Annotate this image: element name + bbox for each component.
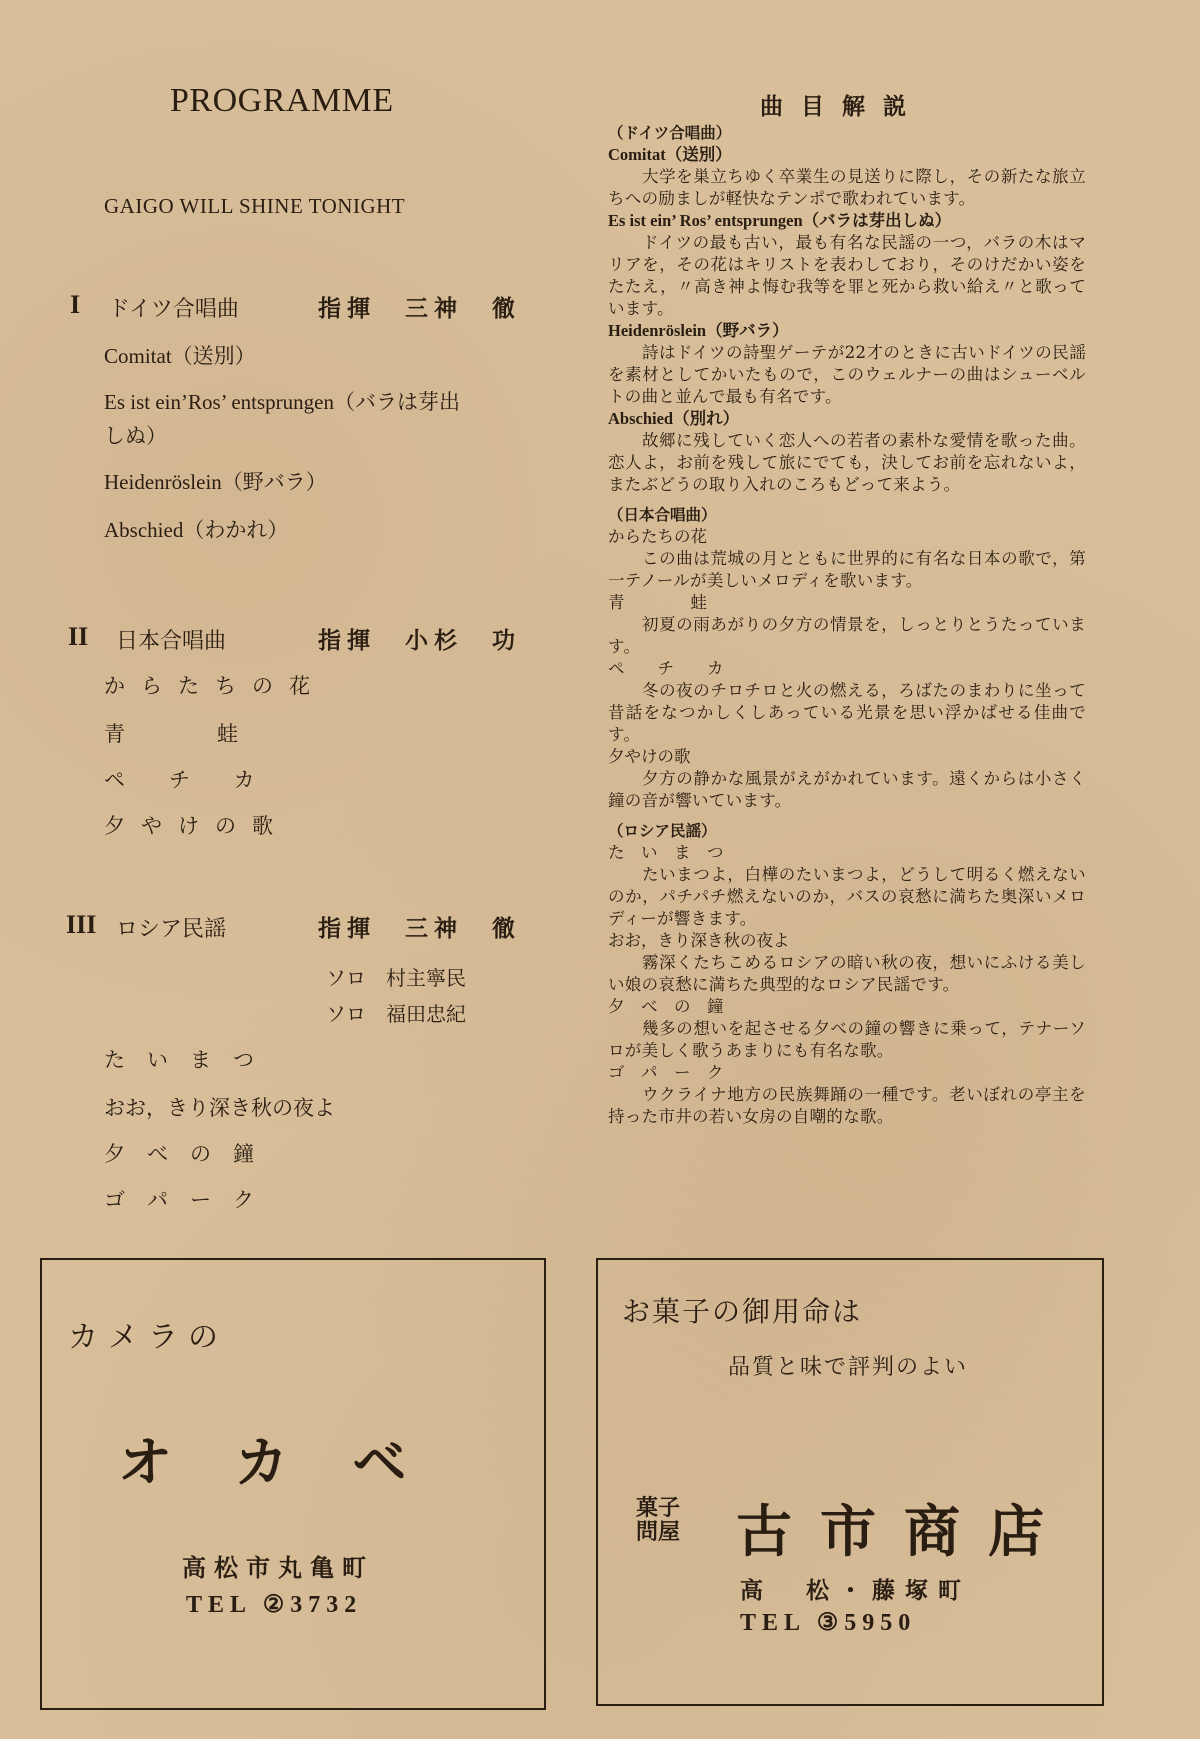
notes-category-german: （ドイツ合唱曲） <box>608 123 732 142</box>
sweets-ad-quality: 品質と味で評判のよい <box>728 1355 969 1380</box>
song-title: 夕 べ の 鐘 <box>608 997 724 1016</box>
notes-title: 曲目解説 <box>760 93 924 120</box>
section-3-item: おお，きり深き秋の夜よ <box>104 1096 335 1120</box>
section-1-item: Es ist ein’Ros’ entsprungen（バラは芽出 <box>104 390 460 414</box>
sweets-ad-wholesale-label: 菓子問屋 <box>636 1495 681 1545</box>
song-title: Heidenröslein（野バラ） <box>608 321 789 340</box>
section-3-solo: ソロ 村主寧民 <box>326 966 466 990</box>
section-1-item: Heidenröslein（野バラ） <box>104 470 327 494</box>
song-description: 幾多の想いを起させる夕べの鐘の響きに乗って，テナーソロが美しく歌うあまりにも有名な歌。 <box>608 1019 1086 1060</box>
song-description: たいまつよ，白樺のたいまつよ，どうして明るく燃えないのか，パチパチ燃えないのか，バスの哀愁に満ちた奥深いメロディーが響きます。 <box>608 865 1086 928</box>
song-title: Comitat（送別） <box>608 145 732 164</box>
song-description: 初夏の雨あがりの夕方の情景を，しっとりとうたっています。 <box>608 615 1086 656</box>
song-description: 故郷に残していく恋人への若者の素朴な愛情を歌った曲。恋人よ，お前を残して旅にでても，決してお前を忘れないよ，またぶどうの取り入れのころもどって来よう。 <box>608 431 1086 494</box>
song-title: た い ま つ <box>608 843 724 862</box>
camera-ad-tagline: カメラの <box>68 1320 228 1355</box>
sweets-ad-shop-name: 古市商店 <box>736 1499 1072 1565</box>
song-title: ゴ パ ー ク <box>608 1063 724 1082</box>
section-3-conductor: 指揮 三神 徹 <box>318 915 521 942</box>
notes-category-japanese: （日本合唱曲） <box>608 505 717 524</box>
section-3-item: ゴパーク <box>104 1188 276 1212</box>
section-2-conductor: 指揮 小杉 功 <box>318 627 521 654</box>
section-1-name: ドイツ合唱曲 <box>108 297 239 322</box>
section-1-item-continued: しぬ） <box>104 424 167 448</box>
sweets-ad-address: 高 松・藤塚町 <box>740 1577 971 1604</box>
section-3-solo: ソロ 福田忠紀 <box>326 1002 466 1026</box>
song-description: 霧深くたちこめるロシアの暗い秋の夜，想いにふける美しい娘の哀愁に満ちた典型的なロシア民謡です。 <box>608 953 1086 994</box>
section-2-item: ペチカ <box>104 768 299 792</box>
camera-ad-telephone: TEL ②3732 <box>186 1592 363 1618</box>
section-3-item: 夕べの鐘 <box>104 1142 276 1166</box>
camera-ad-address: 高松市丸亀町 <box>182 1553 374 1582</box>
song-description: ウクライナ地方の民族舞踊の一種です。老いぼれの亭主を持った市井の若い女房の自嘲的な歌。 <box>608 1085 1086 1126</box>
song-description: 詩はドイツの詩聖ゲーテが22才のときに古いドイツの民謡を素材としてかいたもので，このウェルナーの曲はシューベルトの曲と並んで最も有名です。 <box>608 343 1086 406</box>
song-title: からたちの花 <box>608 527 707 546</box>
section-1-item: Abschied（わかれ） <box>104 518 289 542</box>
section-2-name: 日本合唱曲 <box>116 629 227 654</box>
section-2-item: からたちの花 <box>104 674 326 698</box>
notes-category-russian: （ロシア民謡） <box>608 821 717 840</box>
programme-title: PROGRAMME <box>170 82 394 119</box>
song-description: ドイツの最も古い，最も有名な民謡の一つ，バラの木はマリアを，その花はキリストを表わしており，そのけだかい姿をたたえ，〃高き神よ悔む我等を罪と死から救い給え〃と歌っています。 <box>608 233 1086 318</box>
section-3-numeral: III <box>66 910 97 939</box>
section-2-item: 夕やけの歌 <box>104 814 289 838</box>
sweets-ad-telephone: TEL ③5950 <box>740 1610 917 1636</box>
song-description: 冬の夜のチロチロと火の燃える，ろばたのまわりに坐って昔話をなつかしくしあっている光景を思い浮かばせる佳曲です。 <box>608 681 1086 744</box>
section-2-numeral: II <box>68 622 89 651</box>
section-1-conductor: 指揮 三神 徹 <box>318 295 521 322</box>
song-description: この曲は荒城の月とともに世界的に有名な日本の歌で，第一テノールが美しいメロディを歌います。 <box>608 549 1086 590</box>
notes-body <box>608 120 1086 1128</box>
song-title: ペ チ カ <box>608 659 724 678</box>
song-title: Es ist ein’ Ros’ entsprungen（バラは芽出しぬ） <box>608 211 952 230</box>
song-description: 夕方の静かな風景がえがかれています。遠くからは小さく鐘の音が響いています。 <box>608 769 1086 810</box>
programme-subtitle: GAIGO WILL SHINE TONIGHT <box>104 194 406 218</box>
song-title: Abschied（別れ） <box>608 409 740 428</box>
section-1-item: Comitat（送別） <box>104 344 256 368</box>
section-2-item: 青蛙 <box>104 722 330 746</box>
song-title: おお，きり深き秋の夜よ <box>608 931 790 950</box>
camera-ad-shop-name: オカベ <box>118 1430 471 1494</box>
song-title: 夕やけの歌 <box>608 747 691 766</box>
sweets-ad-tagline: お菓子の御用命は <box>622 1295 863 1328</box>
section-1-numeral: I <box>70 290 81 319</box>
song-description: 大学を巣立ちゆく卒業生の見送りに際し，その新たな旅立ちへの励ましが軽快なテンポで歌われています。 <box>608 167 1086 208</box>
song-title: 青 蛙 <box>608 593 707 612</box>
section-3-name: ロシア民謡 <box>116 917 227 942</box>
section-3-item: たいまつ <box>104 1048 276 1072</box>
